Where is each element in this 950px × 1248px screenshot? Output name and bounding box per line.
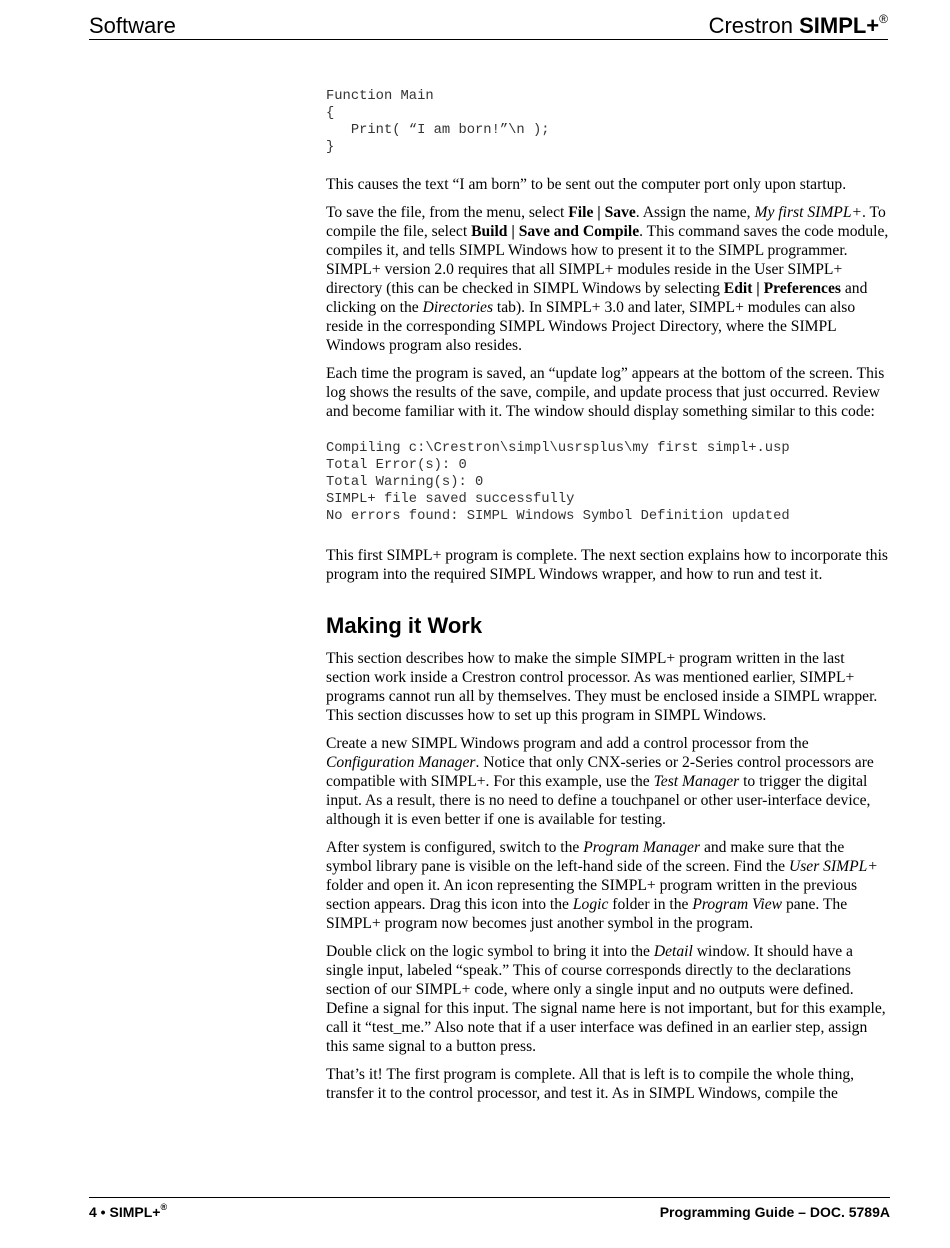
header-section-title: Software (89, 13, 176, 38)
page-footer (89, 1197, 890, 1228)
page-number: 4 (89, 1204, 97, 1220)
footer-page-info (89, 1204, 167, 1220)
paragraph-detail-window: Double click on the logic symbol to bring it into the Detail window. It should have a single input, labeled “speak.” This of course corresponds directly to the declarations section of our SIMPL+ code, where only a single input and no outputs were defined. Define a signal for this input. The signal name here is not important, but for this example, call it “test_me.” Also note that if a user interface was defined in an earlier step, assign this same signal to a button press. (326, 943, 886, 1055)
paragraph-section-intro: This section describes how to make the simple SIMPL+ program written in the last section work inside a Crestron control processor. As was mentioned earlier, SIMPL+ programs cannot run all by themselves. They must be enclosed inside a SIMPL wrapper. This section discusses how to set up this program in SIMPL Windows. (326, 650, 878, 724)
section-heading: Making it Work (326, 613, 483, 638)
page-content (326, 88, 890, 1112)
code-block-compile-log: Compiling c:\Crestron\simpl\usrsplus\my first simpl+.usp Total Error(s): 0 Total Warning(s): 0 SIMPL+ file saved successfully No errors found: SIMPL Windows Symbol Definition updated (326, 441, 790, 524)
paragraph-born: This causes the text “I am born” to be sent out the computer port only upon startup. (326, 176, 847, 193)
paragraph-update-log: Each time the program is saved, an “update log” appears at the bottom of the screen. This log shows the results of the save, compile, and update process that just occurred. Review and become familiar with it. The window should display something similar to this code: (326, 365, 885, 420)
header-registered-mark: ® (879, 11, 888, 26)
footer-doc-title: Programming Guide – DOC. 5789A (659, 1204, 890, 1220)
code-block-main: Function Main { Print( “I am born!”\n ); } (326, 89, 550, 155)
paragraph-thats-it: That’s it! The first program is complete. All that is left is to compile the whole thing, transfer it to the control processor, and test it. As in SIMPL Windows, compile the (326, 1066, 855, 1102)
header-product-prefix: Crestron (708, 13, 800, 38)
paragraph-create-program: Create a new SIMPL Windows program and add a control processor from the Configuration Manager. Notice that only CNX-series or 2-Series control processors are compatible with SIMPL+. For this example, use the Test Manager to trigger the digital input. As a result, there is no need to define a touchpanel or other user-interface device, although it is even better if one is available for testing. (326, 735, 874, 828)
header-product-name: SIMPL+ (799, 13, 880, 38)
footer-bullet: • (96, 1204, 110, 1220)
paragraph-save: To save the file, from the menu, select File | Save. Assign the name, My first SIMPL+. To compile the file, select Build | Save and Compile. This command saves the code module, compiles it, and tells SIMPL Windows how to present it to the SIMPL programmer. SIMPL+ version 2.0 requires that all SIMPL+ modules reside in the User SIMPL+ directory (this can be checked in SIMPL Windows by selecting Edit | Preferences and clicking on the Directories tab). In SIMPL+ 3.0 and later, SIMPL+ modules can also reside in the corresponding SIMPL Windows Project Directory, where the SIMPL Windows program also resides. (326, 204, 889, 354)
paragraph-program-manager: After system is configured, switch to the Program Manager and make sure that the symbol library pane is visible on the left-hand side of the screen. Find the User SIMPL+ folder and open it. An icon representing the SIMPL+ program written in the previous section appears. Drag this icon into the Logic folder in the Program View pane. The SIMPL+ program now becomes just another symbol in the program. (326, 839, 878, 932)
footer-registered-mark: ® (160, 1202, 168, 1213)
paragraph-complete: This first SIMPL+ program is complete. The next section explains how to incorporate this program into the required SIMPL Windows wrapper, and how to run and test it. (326, 547, 888, 583)
page-header (89, 10, 888, 40)
footer-product-name: SIMPL+ (109, 1204, 161, 1220)
header-product-title (709, 13, 888, 39)
